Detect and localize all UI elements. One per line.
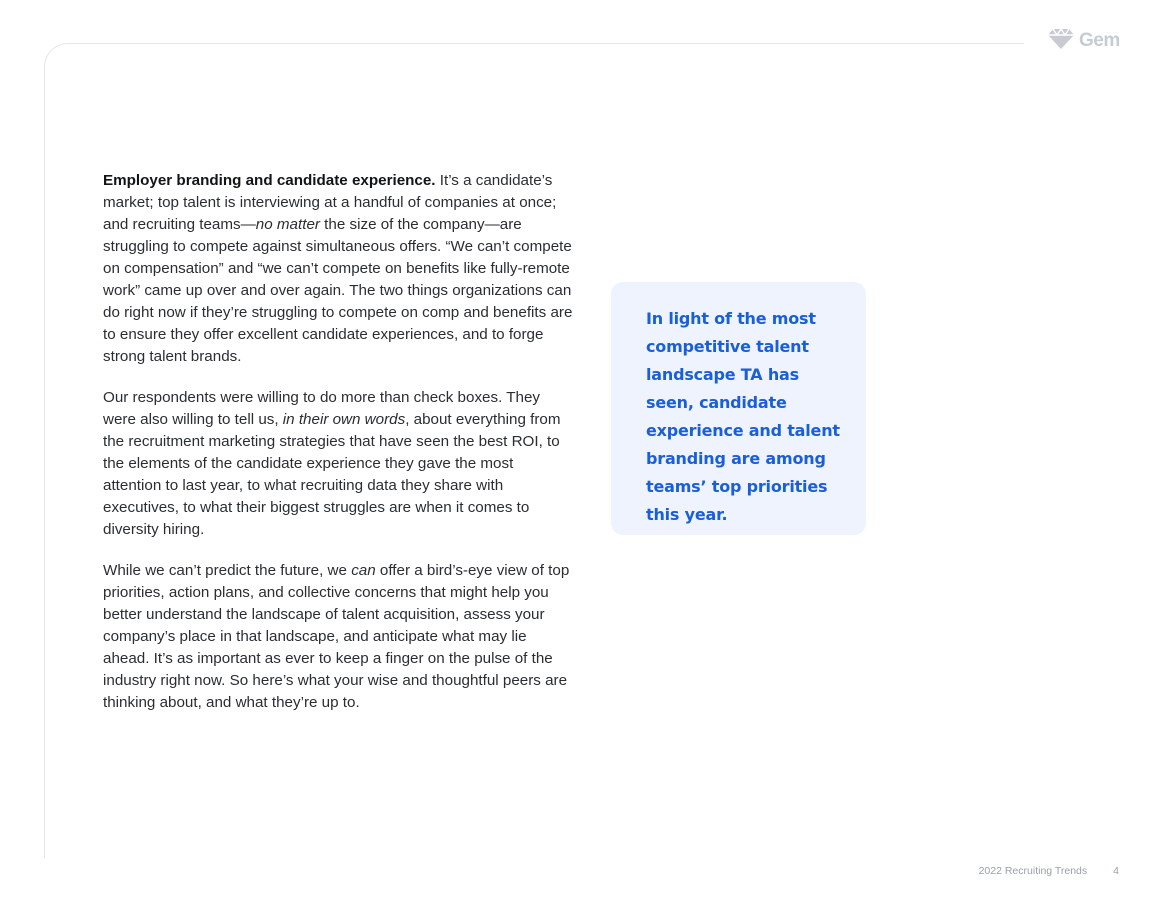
footer-report-title: 2022 Recruiting Trends xyxy=(978,865,1088,877)
pull-quote-callout xyxy=(611,282,866,535)
paragraph-text: , about everything from the recruitment marketing strategies that have seen the best ROI, to the elements of the candidate experience they gave the most attention to last year, to what recruiting data they share with executives, to what their biggest struggles are when it comes to diversity hiring. xyxy=(103,411,561,538)
paragraph-emphasis: in their own words xyxy=(282,411,406,428)
gem-icon xyxy=(1047,28,1075,55)
pull-quote-text: In light of the most competitive talent landscape TA has seen, candidate experience and talent branding are among teams’ top priorities this year. xyxy=(646,309,840,524)
paragraph-lead: Employer branding and candidate experience. xyxy=(103,172,436,189)
page-footer xyxy=(979,865,1119,877)
paragraph-text: offer a bird’s-eye view of top priorities, action plans, and collective concerns that might help you better understand the landscape of talent acquisition, assess your company’s place in that landscape, and anticipate what may lie ahead. It’s as important as ever to keep a finger on the pulse of the industry right now. So here’s what your wise and thoughtful peers are thinking about, and what they’re up to. xyxy=(103,562,570,711)
brand-logo xyxy=(1047,29,1120,53)
logo-text: Gem xyxy=(1079,30,1120,51)
paragraph-employer-branding xyxy=(103,170,575,368)
paragraph-text: the size of the company—are struggling to compete against simultaneous offers. “We can’t compete on compensation” and “we can’t compete on benefits like fully-remote work” came up over and over again. The two things organizations can do right now if they’re struggling to compete on comp and benefits are to ensure they offer excellent candidate experiences, and to forge strong talent brands. xyxy=(103,216,573,365)
paragraph-respondents xyxy=(103,387,575,541)
paragraph-text: Our respondents were willing to do more than check boxes. They were also willing to tell us, xyxy=(103,389,541,428)
footer-page-number: 4 xyxy=(1113,865,1119,877)
paragraph-emphasis: can xyxy=(351,562,376,579)
paragraph-future xyxy=(103,560,575,714)
paragraph-text: It’s a candidate’s market; top talent is interviewing at a handful of companies at once; and recruiting teams— xyxy=(103,172,557,233)
body-text xyxy=(103,170,575,733)
paragraph-emphasis: no matter xyxy=(255,216,320,233)
paragraph-text: While we can’t predict the future, we xyxy=(103,562,352,579)
